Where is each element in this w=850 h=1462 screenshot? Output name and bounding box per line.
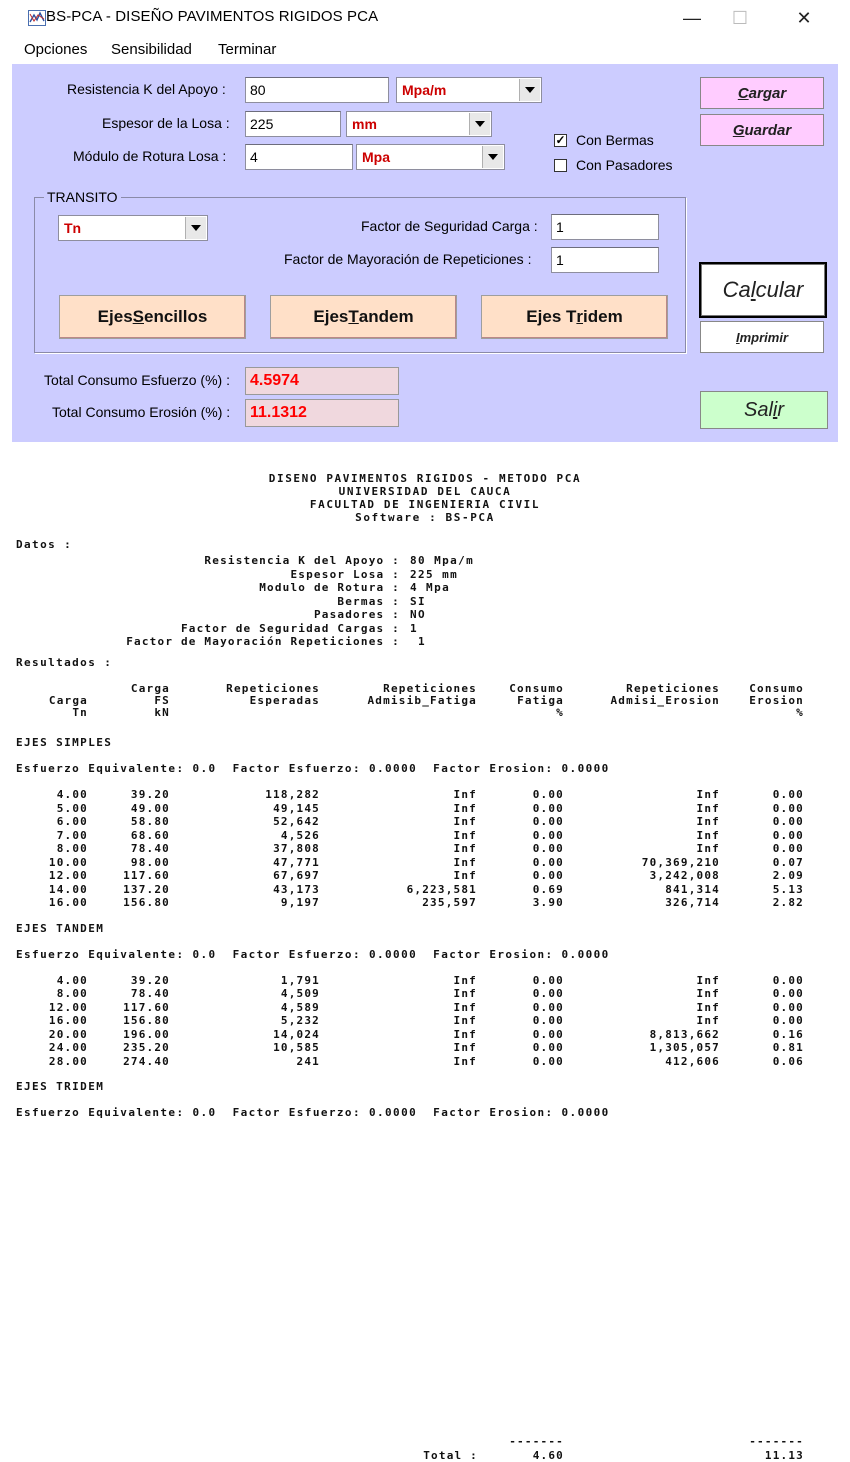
table-cell: 241 bbox=[296, 1054, 320, 1068]
chart-icon bbox=[28, 10, 46, 26]
fm-label: Factor de Mayoración de Repeticiones : bbox=[284, 251, 532, 267]
table-cell: 0.00 bbox=[772, 1014, 804, 1027]
table-cell: 24.00 bbox=[48, 1041, 88, 1054]
con-pasadores-checkbox[interactable] bbox=[554, 159, 567, 172]
table-cell: 0.00 bbox=[772, 973, 804, 987]
total-fatiga: 4.60 bbox=[532, 1449, 564, 1462]
table-cell: Inf bbox=[696, 842, 720, 855]
con-pasadores-label: Con Pasadores bbox=[576, 157, 673, 173]
table-cell: 274.40 bbox=[123, 1054, 170, 1068]
table-cell: 235,597 bbox=[422, 896, 477, 909]
maximize-icon: ☐ bbox=[731, 7, 749, 28]
table-cell: 5.13 bbox=[772, 882, 804, 896]
calcular-text: cular bbox=[755, 277, 804, 302]
k-unit-value: Mpa/m bbox=[402, 82, 447, 98]
total-erosion: 11.13 bbox=[764, 1449, 804, 1462]
section-factors: Esfuerzo Equivalente: 0.0 Factor Esfuerzo: 0.0000 Factor Erosion: 0.0000 bbox=[16, 1106, 610, 1119]
imprimir-mnemonic: I bbox=[735, 329, 740, 345]
guardar-mnemonic: G bbox=[732, 121, 745, 139]
datos-value: NO bbox=[410, 608, 427, 621]
table-cell: 39.20 bbox=[130, 973, 170, 987]
table-cell: 4.00 bbox=[56, 788, 88, 801]
esfuerzo-total-value: 4.5974 bbox=[245, 367, 399, 395]
imprimir-button[interactable] bbox=[700, 321, 824, 353]
table-cell: 0.00 bbox=[532, 1000, 564, 1014]
table-cell: Inf bbox=[453, 1027, 477, 1041]
table-cell: Inf bbox=[453, 801, 477, 815]
espesor-unit-select[interactable] bbox=[346, 111, 492, 137]
salir-text: r bbox=[777, 398, 785, 421]
table-cell: 39.20 bbox=[130, 788, 170, 801]
table-cell: 156.80 bbox=[123, 1014, 170, 1027]
column-header: Tn bbox=[72, 706, 88, 719]
btn-mnemonic: S bbox=[132, 307, 144, 326]
cargar-button[interactable] bbox=[700, 77, 824, 109]
table-cell: 0.07 bbox=[772, 855, 804, 869]
table-cell: 0.00 bbox=[772, 801, 804, 815]
modulo-label: Módulo de Rotura Losa : bbox=[73, 148, 227, 164]
column-header: Consumo bbox=[749, 682, 804, 695]
minimize-icon: — bbox=[683, 7, 701, 28]
table-cell: 0.00 bbox=[772, 788, 804, 801]
form-panel bbox=[12, 64, 838, 442]
section-title: EJES TRIDEM bbox=[16, 1080, 105, 1093]
calcular-button[interactable] bbox=[699, 262, 827, 318]
datos-value: 1 bbox=[410, 621, 419, 635]
report-faculty: FACULTAD DE INGENIERIA CIVIL bbox=[309, 498, 541, 511]
table-cell: 9,197 bbox=[280, 896, 320, 909]
table-cell: 14,024 bbox=[273, 1027, 320, 1041]
column-header: % bbox=[796, 706, 804, 719]
ejes-sencillos-button[interactable] bbox=[59, 295, 246, 339]
table-cell: Inf bbox=[696, 801, 720, 815]
table-cell: 0.00 bbox=[532, 815, 564, 828]
table-cell: 6,223,581 bbox=[406, 882, 477, 896]
table-cell: 1,305,057 bbox=[649, 1041, 720, 1054]
column-header: Repeticiones bbox=[626, 682, 720, 695]
table-cell: Inf bbox=[453, 987, 477, 1000]
guardar-button[interactable] bbox=[700, 114, 824, 146]
dropdown-arrow-icon[interactable] bbox=[185, 217, 206, 239]
table-cell: 0.00 bbox=[532, 788, 564, 801]
table-cell: 0.00 bbox=[532, 801, 564, 815]
table-cell: 0.00 bbox=[532, 1027, 564, 1041]
con-bermas-checkbox[interactable]: ✓ bbox=[555, 133, 566, 147]
datos-key: Factor de Seguridad Cargas : bbox=[180, 621, 400, 635]
salir-mnemonic: i bbox=[772, 398, 778, 421]
table-cell: 58.80 bbox=[130, 815, 170, 828]
table-cell: 0.00 bbox=[532, 842, 564, 855]
table-cell: 0.00 bbox=[772, 1000, 804, 1014]
datos-value: 4 Mpa bbox=[410, 581, 451, 594]
table-cell: 43,173 bbox=[273, 882, 320, 896]
section-title: EJES TANDEM bbox=[16, 921, 105, 935]
table-cell: 78.40 bbox=[130, 842, 170, 855]
table-cell: 0.00 bbox=[532, 855, 564, 869]
btn-text: Ejes bbox=[97, 307, 133, 326]
btn-text: Ejes bbox=[313, 307, 349, 326]
table-cell: Inf bbox=[453, 1054, 477, 1068]
table-cell: 2.09 bbox=[772, 869, 804, 882]
title-bar[interactable] bbox=[12, 0, 838, 36]
cargar-label: argar bbox=[748, 84, 787, 102]
report-software: Software : BS-PCA bbox=[355, 511, 495, 524]
table-cell: 20.00 bbox=[48, 1027, 88, 1041]
table-cell: 0.00 bbox=[532, 869, 564, 882]
close-button[interactable] bbox=[784, 4, 824, 32]
datos-value: 1 bbox=[410, 635, 427, 648]
k-unit-select[interactable] bbox=[396, 77, 542, 103]
table-cell: 16.00 bbox=[48, 1014, 88, 1027]
table-cell: Inf bbox=[453, 788, 477, 801]
erosion-total-value: 11.1312 bbox=[245, 399, 399, 427]
table-cell: 4,589 bbox=[280, 1000, 320, 1014]
table-cell: 156.80 bbox=[123, 896, 170, 909]
dropdown-arrow-icon[interactable] bbox=[482, 146, 503, 168]
column-header: Consumo bbox=[509, 682, 564, 695]
espesor-unit-value: mm bbox=[352, 116, 377, 132]
datos-key: Espesor Losa : bbox=[290, 567, 400, 581]
fs-input[interactable] bbox=[551, 214, 659, 240]
modulo-input[interactable] bbox=[245, 144, 353, 170]
datos-key: Pasadores : bbox=[313, 608, 400, 621]
table-cell: 6.00 bbox=[56, 815, 88, 828]
guardar-label: uardar bbox=[744, 121, 792, 139]
k-label: Resistencia K del Apoyo : bbox=[67, 81, 226, 97]
menu-sensibilidad[interactable]: Sensibilidad bbox=[111, 41, 192, 58]
fatiga-rule: ------- bbox=[509, 1435, 564, 1448]
espesor-input[interactable] bbox=[245, 111, 341, 137]
table-cell: 16.00 bbox=[48, 896, 88, 909]
esfuerzo-total-label: Total Consumo Esfuerzo (%) : bbox=[44, 372, 230, 388]
btn-text: andem bbox=[358, 307, 414, 326]
column-header: Repeticiones bbox=[226, 682, 320, 695]
table-cell: 137.20 bbox=[123, 882, 170, 896]
table-cell: 1,791 bbox=[280, 973, 320, 987]
table-cell: Inf bbox=[696, 973, 720, 987]
table-cell: 70,369,210 bbox=[641, 855, 720, 869]
erosion-total-label: Total Consumo Erosión (%) : bbox=[52, 404, 231, 420]
table-cell: Inf bbox=[453, 1000, 477, 1014]
dropdown-arrow-icon[interactable] bbox=[469, 113, 490, 135]
table-cell: 52,642 bbox=[273, 815, 320, 828]
table-cell: 0.81 bbox=[772, 1041, 804, 1054]
datos-key: Bermas : bbox=[337, 594, 400, 608]
btn-text: idem bbox=[583, 307, 623, 326]
ejes-tandem-button[interactable] bbox=[270, 295, 457, 339]
datos-value: 225 mm bbox=[410, 567, 459, 581]
espesor-label: Espesor de la Losa : bbox=[102, 115, 230, 131]
table-cell: Inf bbox=[696, 788, 720, 801]
section-factors: Esfuerzo Equivalente: 0.0 Factor Esfuerzo: 0.0000 Factor Erosion: 0.0000 bbox=[16, 947, 610, 961]
report-university: UNIVERSIDAD DEL CAUCA bbox=[338, 485, 512, 498]
datos-value: 80 Mpa/m bbox=[410, 554, 475, 567]
table-cell: 8,813,662 bbox=[649, 1027, 720, 1041]
table-cell: 117.60 bbox=[123, 869, 170, 882]
table-cell: 0.00 bbox=[532, 987, 564, 1000]
table-cell: 49,145 bbox=[273, 801, 320, 815]
table-cell: Inf bbox=[453, 815, 477, 828]
table-cell: 68.60 bbox=[130, 828, 170, 842]
k-input[interactable] bbox=[245, 77, 389, 103]
datos-key: Resistencia K del Apoyo : bbox=[204, 554, 400, 567]
btn-mnemonic: T bbox=[348, 307, 359, 326]
calcular-mnemonic: l bbox=[750, 277, 756, 302]
salir-button[interactable] bbox=[700, 391, 828, 429]
table-cell: Inf bbox=[453, 973, 477, 987]
transito-unit-value: Tn bbox=[64, 220, 82, 236]
btn-text: encillos bbox=[144, 307, 208, 326]
report-title: DISENO PAVIMENTOS RIGIDOS - METODO PCA bbox=[268, 472, 582, 485]
table-cell: Inf bbox=[453, 828, 477, 842]
maximize-button[interactable] bbox=[720, 4, 760, 32]
datos-value: SI bbox=[410, 594, 427, 608]
table-cell: Inf bbox=[453, 1014, 477, 1027]
imprimir-label: mprimir bbox=[739, 329, 789, 345]
datos-key: Modulo de Rotura : bbox=[259, 581, 400, 594]
table-cell: 8.00 bbox=[56, 987, 88, 1000]
column-header: Fatiga bbox=[517, 694, 564, 707]
table-cell: 7.00 bbox=[56, 828, 88, 842]
report-document bbox=[0, 442, 850, 1462]
resultados-heading: Resultados : bbox=[16, 656, 113, 669]
table-cell: 78.40 bbox=[130, 987, 170, 1000]
calcular-text: Ca bbox=[722, 277, 751, 302]
close-icon: ✕ bbox=[796, 7, 812, 28]
con-bermas-label: Con Bermas bbox=[576, 132, 654, 148]
table-cell: 67,697 bbox=[273, 869, 320, 882]
app-window bbox=[12, 0, 838, 442]
table-cell: Inf bbox=[696, 815, 720, 828]
table-cell: 12.00 bbox=[48, 869, 88, 882]
menu-opciones[interactable]: Opciones bbox=[24, 41, 88, 58]
table-cell: 0.00 bbox=[532, 1054, 564, 1068]
table-cell: 0.00 bbox=[532, 1014, 564, 1027]
column-header: Erosion bbox=[749, 694, 804, 707]
table-cell: 10.00 bbox=[48, 855, 88, 869]
datos-key: Factor de Mayoración Repeticiones : bbox=[126, 635, 400, 648]
table-cell: 0.00 bbox=[532, 973, 564, 987]
table-cell: 4,509 bbox=[280, 987, 320, 1000]
btn-text: Ejes T bbox=[526, 307, 577, 326]
column-header: Repeticiones bbox=[383, 682, 477, 695]
total-label: Total : bbox=[423, 1449, 478, 1462]
table-cell: 0.00 bbox=[532, 828, 564, 842]
column-header: Esperadas bbox=[249, 694, 320, 707]
table-cell: 28.00 bbox=[48, 1054, 88, 1068]
table-cell: 117.60 bbox=[123, 1000, 170, 1014]
erosion-rule: ------- bbox=[749, 1435, 804, 1448]
table-cell: 3,242,008 bbox=[649, 869, 720, 882]
cargar-mnemonic: C bbox=[737, 84, 749, 102]
ejes-tridem-button[interactable] bbox=[481, 295, 668, 339]
column-header: FS bbox=[154, 694, 170, 707]
window-title: BS-PCA - DISEÑO PAVIMENTOS RIGIDOS PCA bbox=[46, 8, 379, 25]
table-cell: 12.00 bbox=[48, 1000, 88, 1014]
table-cell: 5.00 bbox=[56, 801, 88, 815]
section-factors: Esfuerzo Equivalente: 0.0 Factor Esfuerzo: 0.0000 Factor Erosion: 0.0000 bbox=[16, 762, 610, 775]
table-cell: Inf bbox=[696, 987, 720, 1000]
menu-terminar[interactable]: Terminar bbox=[218, 41, 277, 58]
table-cell: 0.00 bbox=[532, 1041, 564, 1054]
table-cell: 4.00 bbox=[56, 973, 88, 987]
transito-legend: TRANSITO bbox=[44, 189, 121, 205]
transito-unit-select[interactable] bbox=[58, 215, 208, 241]
btn-mnemonic: r bbox=[576, 307, 584, 326]
salir-text: Sal bbox=[743, 398, 773, 421]
table-cell: Inf bbox=[453, 869, 477, 882]
table-cell: 0.16 bbox=[772, 1027, 804, 1041]
table-cell: 0.00 bbox=[772, 828, 804, 842]
column-header: % bbox=[556, 706, 564, 719]
fm-input[interactable] bbox=[551, 247, 659, 273]
menu-bar bbox=[12, 36, 838, 64]
table-cell: 0.69 bbox=[532, 882, 564, 896]
table-cell: 412,606 bbox=[665, 1054, 720, 1068]
table-cell: 10,585 bbox=[273, 1041, 320, 1054]
table-cell: 0.00 bbox=[772, 815, 804, 828]
column-header: Carga bbox=[48, 694, 88, 707]
column-header: Admisi_Erosion bbox=[610, 694, 720, 707]
table-cell: 37,808 bbox=[273, 842, 320, 855]
table-cell: 0.00 bbox=[772, 987, 804, 1000]
table-cell: Inf bbox=[453, 855, 477, 869]
fs-label: Factor de Seguridad Carga : bbox=[361, 218, 538, 234]
table-cell: 14.00 bbox=[48, 882, 88, 896]
table-cell: Inf bbox=[453, 842, 477, 855]
table-cell: 49.00 bbox=[130, 801, 170, 815]
table-cell: 8.00 bbox=[56, 842, 88, 855]
table-cell: 118,282 bbox=[265, 788, 320, 801]
dropdown-arrow-icon[interactable] bbox=[519, 79, 540, 101]
table-cell: 841,314 bbox=[665, 882, 720, 896]
table-cell: 3.90 bbox=[532, 896, 564, 909]
table-cell: 47,771 bbox=[273, 855, 320, 869]
table-cell: 326,714 bbox=[665, 896, 720, 909]
column-header: Admisib_Fatiga bbox=[367, 694, 477, 707]
datos-heading: Datos : bbox=[16, 538, 73, 551]
modulo-unit-value: Mpa bbox=[362, 149, 390, 165]
section-title: EJES SIMPLES bbox=[16, 736, 113, 749]
table-cell: 2.82 bbox=[772, 896, 804, 909]
column-header: Carga bbox=[130, 682, 170, 695]
table-cell: Inf bbox=[696, 828, 720, 842]
table-cell: 235.20 bbox=[123, 1041, 170, 1054]
table-cell: Inf bbox=[453, 1041, 477, 1054]
table-cell: Inf bbox=[696, 1014, 720, 1027]
table-cell: 98.00 bbox=[130, 855, 170, 869]
column-header: kN bbox=[154, 706, 170, 719]
minimize-button[interactable] bbox=[672, 4, 712, 32]
table-cell: 4,526 bbox=[280, 828, 320, 842]
table-cell: Inf bbox=[696, 1000, 720, 1014]
table-cell: 0.00 bbox=[772, 842, 804, 855]
table-cell: 0.06 bbox=[772, 1054, 804, 1068]
table-cell: 5,232 bbox=[280, 1014, 320, 1027]
table-cell: 196.00 bbox=[123, 1027, 170, 1041]
modulo-unit-select[interactable] bbox=[356, 144, 505, 170]
